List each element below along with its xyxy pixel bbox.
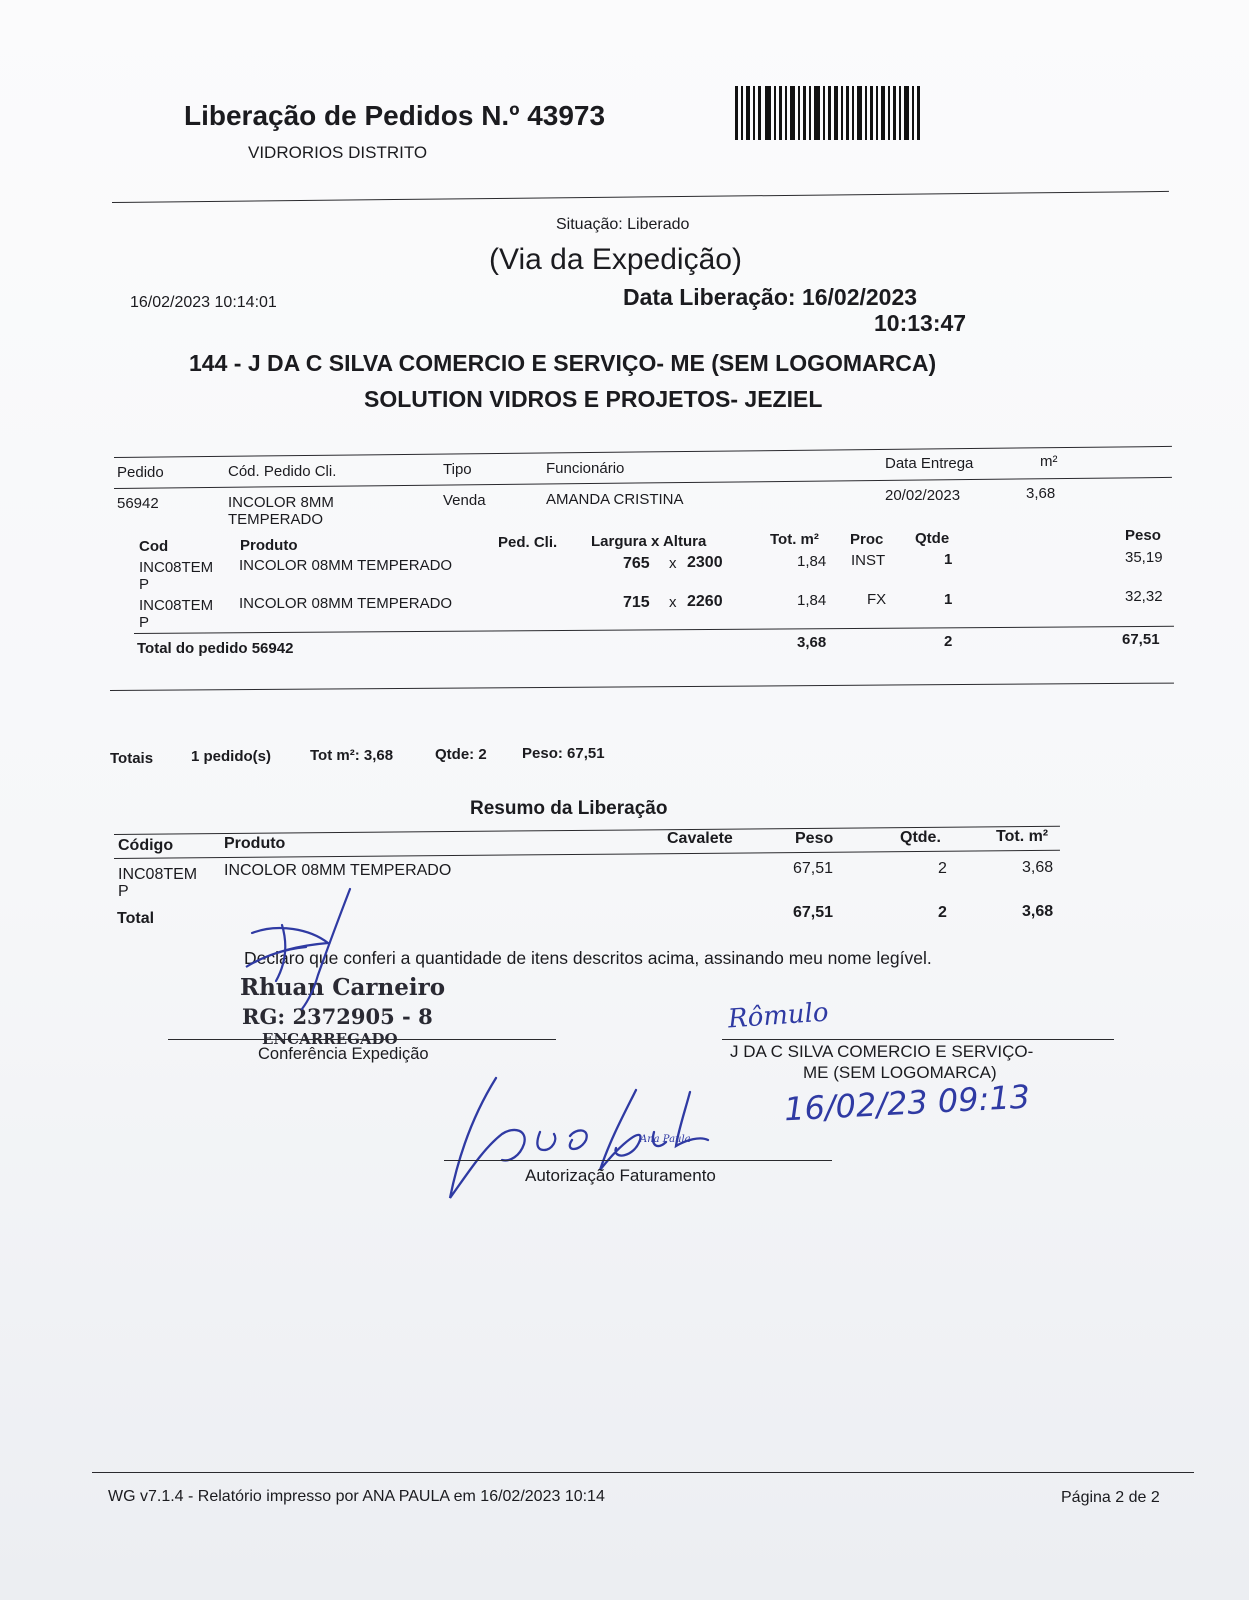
order-bottom-rule xyxy=(110,683,1174,691)
order-total-rule xyxy=(134,626,1174,634)
status-label: Situação: Liberado xyxy=(556,216,690,233)
totals-peso: Peso: 67,51 xyxy=(522,745,605,762)
item-row-1-qtde: 1 xyxy=(944,551,953,568)
order-total-peso: 67,51 xyxy=(1122,631,1160,648)
conferencia-signature xyxy=(232,885,392,1015)
summary-row-codigo-line1: INC08TEM xyxy=(118,866,198,883)
footer-report-info: WG v7.1.4 - Relatório impresso por ANA PAULA em 16/02/2023 10:14 xyxy=(108,1488,605,1505)
summary-total-peso: 67,51 xyxy=(793,904,834,921)
summary-col-codigo: Código xyxy=(118,837,174,854)
summary-col-cavalete: Cavalete xyxy=(667,830,733,847)
item-row-1-cod xyxy=(139,559,213,593)
release-time: 10:13:47 xyxy=(874,310,967,336)
summary-total-qtde: 2 xyxy=(938,904,947,921)
order-table-top-rule xyxy=(114,446,1172,458)
order-total-label: Total do pedido 56942 xyxy=(137,640,294,657)
item-row-2-cod xyxy=(139,597,213,631)
order-cod-cli-line1: INCOLOR 8MM xyxy=(228,494,334,511)
summary-row-produto: INCOLOR 08MM TEMPERADO xyxy=(224,862,452,879)
order-m2: 3,68 xyxy=(1026,485,1056,502)
col-tipo: Tipo xyxy=(443,461,472,478)
item-row-1-proc: INST xyxy=(851,552,886,569)
col-cod-pedido-cli: Cód. Pedido Cli. xyxy=(228,463,337,480)
items-col-produto: Produto xyxy=(240,537,298,554)
order-tipo: Venda xyxy=(443,492,486,509)
client-signature-label-line2: ME (SEM LOGOMARCA) xyxy=(803,1063,997,1082)
footer-page-number: Página 2 de 2 xyxy=(1061,1489,1160,1506)
stamp-name: Rhuan Carneiro xyxy=(240,974,446,1001)
printed-timestamp: 16/02/2023 10:14:01 xyxy=(130,294,277,311)
item-row-2-largura: 715 xyxy=(623,594,650,611)
declaration-text: Declaro que conferi a quantidade de itens descritos acima, assinando meu nome legível. xyxy=(244,948,932,968)
summary-col-produto: Produto xyxy=(224,835,286,852)
client-name-line1: 144 - J DA C SILVA COMERCIO E SERVIÇO- ME (SEM LOGOMARCA) xyxy=(189,350,937,376)
totals-label: Totais xyxy=(110,750,154,767)
summary-col-peso: Peso xyxy=(795,830,834,847)
footer-rule xyxy=(92,1472,1194,1473)
col-pedido: Pedido xyxy=(117,464,164,481)
item-row-2-altura: 2260 xyxy=(687,593,723,610)
item-row-1-tot-m2: 1,84 xyxy=(797,553,827,570)
summary-total-tot-m2: 3,68 xyxy=(1022,903,1054,920)
items-col-qtde: Qtde xyxy=(915,530,950,547)
stamp-role: ENCARREGADO xyxy=(262,1030,398,1048)
conferencia-signature-line xyxy=(168,1039,556,1040)
items-col-cod: Cod xyxy=(139,538,169,555)
header-divider xyxy=(112,191,1169,203)
document-title: Liberação de Pedidos N.º 43973 xyxy=(184,100,606,131)
summary-title: Resumo da Liberação xyxy=(470,798,668,819)
item-row-2-proc: FX xyxy=(867,591,887,608)
items-col-tot-m2: Tot. m² xyxy=(770,531,819,548)
col-funcionario: Funcionário xyxy=(546,460,625,477)
item-row-1-produto: INCOLOR 08MM TEMPERADO xyxy=(239,557,453,574)
item-row-2-x: x xyxy=(669,594,677,611)
autorizacao-signature-name: Ana Paula xyxy=(640,1134,691,1145)
autorizacao-signature-line xyxy=(444,1160,832,1161)
item-row-2-tot-m2: 1,84 xyxy=(797,592,827,609)
item-row-2-peso: 32,32 xyxy=(1125,588,1163,605)
summary-row-codigo-line2: P xyxy=(118,883,129,900)
item-row-1-altura: 2300 xyxy=(687,554,723,571)
totals-tot-m2: Tot m²: 3,68 xyxy=(310,747,394,764)
client-signature-handwritten: Rômulo xyxy=(727,997,830,1035)
company-name: VIDRORIOS DISTRITO xyxy=(248,143,428,162)
summary-row-tot-m2: 3,68 xyxy=(1022,859,1054,876)
autorizacao-label: Autorização Faturamento xyxy=(525,1166,716,1185)
conferencia-label: Conferência Expedição xyxy=(258,1045,429,1063)
items-col-proc: Proc xyxy=(850,531,884,548)
summary-row-codigo xyxy=(118,866,197,900)
summary-total-label: Total xyxy=(117,910,155,927)
summary-row-qtde: 2 xyxy=(938,860,947,877)
via-label: (Via da Expedição) xyxy=(489,243,742,276)
summary-col-qtde: Qtde. xyxy=(900,829,941,846)
summary-row-peso: 67,51 xyxy=(793,860,834,877)
order-number: 56942 xyxy=(117,495,159,512)
order-data-entrega: 20/02/2023 xyxy=(885,487,961,504)
item-1-cod-line2: P xyxy=(139,576,150,593)
order-total-tot-m2: 3,68 xyxy=(797,634,827,651)
items-col-ped-cli: Ped. Cli. xyxy=(498,534,558,551)
col-data-entrega: Data Entrega xyxy=(885,455,974,472)
item-row-1-largura: 765 xyxy=(623,555,650,572)
item-row-2-qtde: 1 xyxy=(944,591,953,608)
handwritten-date: 16/02/23 09:13 xyxy=(783,1077,1031,1129)
item-2-cod-line1: INC08TEM xyxy=(139,597,214,614)
stamp-rg: RG: 2372905 - 8 xyxy=(242,1004,433,1029)
items-col-largura-altura: Largura x Altura xyxy=(591,533,707,550)
order-total-qtde: 2 xyxy=(944,633,953,650)
order-funcionario: AMANDA CRISTINA xyxy=(546,491,684,508)
order-cod-cli-line2: TEMPERADO xyxy=(228,511,324,528)
item-row-2-produto: INCOLOR 08MM TEMPERADO xyxy=(239,595,453,612)
col-m2: m² xyxy=(1040,453,1058,470)
totals-qtde: Qtde: 2 xyxy=(435,746,487,763)
release-date: Data Liberação: 16/02/2023 xyxy=(623,284,918,310)
item-1-cod-line1: INC08TEM xyxy=(139,559,214,576)
item-2-cod-line2: P xyxy=(139,614,150,631)
client-name-line2: SOLUTION VIDROS E PROJETOS- JEZIEL xyxy=(364,386,823,412)
totals-pedidos: 1 pedido(s) xyxy=(191,748,272,765)
item-row-1-x: x xyxy=(669,555,677,572)
barcode-icon xyxy=(735,84,925,142)
item-row-1-peso: 35,19 xyxy=(1125,549,1163,566)
summary-col-tot-m2: Tot. m² xyxy=(996,828,1049,845)
autorizacao-signature xyxy=(440,1070,740,1210)
client-signature-label-line1: J DA C SILVA COMERCIO E SERVIÇO- xyxy=(730,1042,1034,1061)
items-col-peso: Peso xyxy=(1125,527,1161,544)
client-signature-line xyxy=(722,1039,1114,1040)
order-cod-cli xyxy=(228,494,334,528)
